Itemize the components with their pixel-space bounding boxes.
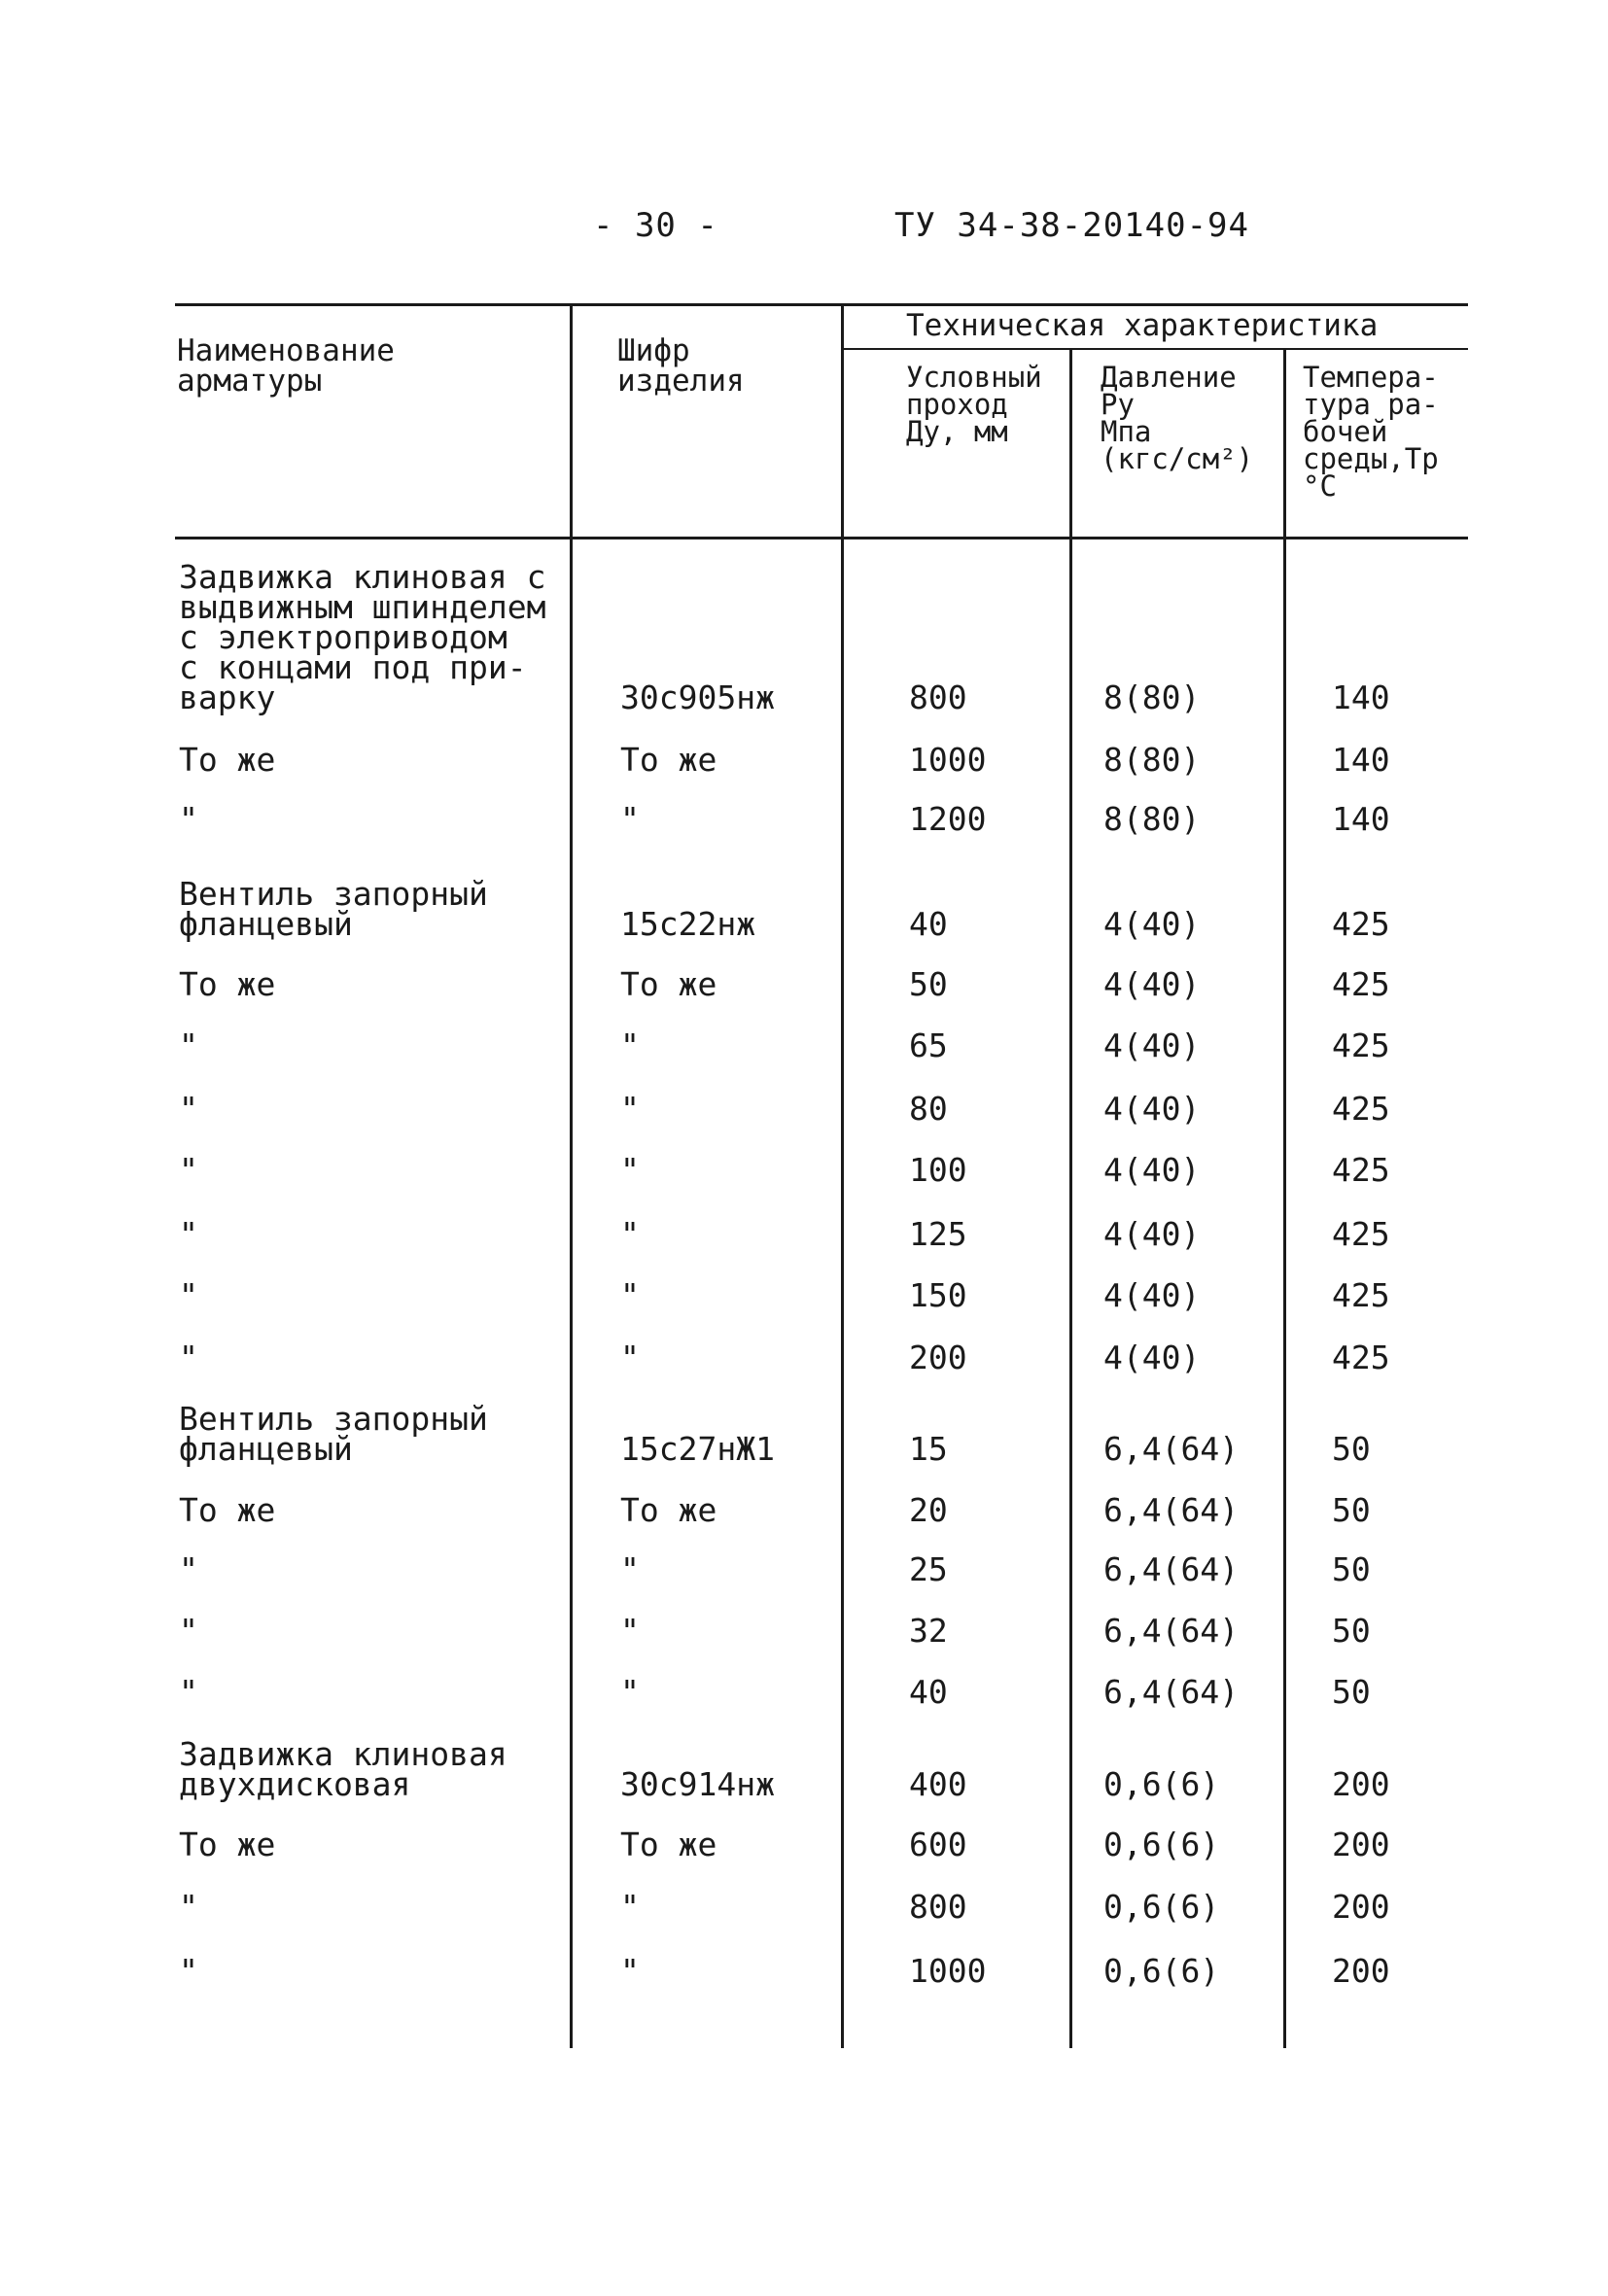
cell-t: 50 bbox=[1332, 1612, 1371, 1650]
cell-dn: 800 bbox=[909, 1888, 967, 1926]
cell-py: 0,6(6) bbox=[1103, 1888, 1220, 1926]
cell-py: 6,4(64) bbox=[1103, 1550, 1240, 1588]
cell-name: " bbox=[179, 1952, 198, 1990]
cell-dn: 800 bbox=[909, 678, 967, 716]
cell-name: " bbox=[179, 1673, 198, 1711]
column-divider-t bbox=[1283, 348, 1286, 2048]
cell-t: 200 bbox=[1332, 1888, 1390, 1926]
cell-t: 140 bbox=[1332, 741, 1390, 779]
header-py: Давление Ру Мпа (кгс/см²) bbox=[1101, 361, 1254, 475]
cell-name: " bbox=[179, 1276, 198, 1314]
column-divider-py bbox=[1069, 348, 1072, 2048]
cell-py: 8(80) bbox=[1103, 741, 1201, 779]
cell-t: 50 bbox=[1332, 1491, 1371, 1529]
cell-t: 425 bbox=[1332, 1090, 1390, 1128]
cell-t: 425 bbox=[1332, 905, 1390, 943]
cell-code: " bbox=[620, 1952, 640, 1990]
cell-dn: 600 bbox=[909, 1826, 967, 1863]
cell-name: " bbox=[179, 1215, 198, 1253]
cell-name: " bbox=[179, 1151, 198, 1189]
cell-name: Задвижка клиновая с выдвижным шпинделем с электроприводом с концами под при- варку bbox=[179, 558, 546, 716]
cell-t: 50 bbox=[1332, 1550, 1371, 1588]
page-header bbox=[593, 206, 1249, 245]
cell-dn: 1200 bbox=[909, 800, 987, 838]
cell-t: 425 bbox=[1332, 1215, 1390, 1253]
cell-name: " bbox=[179, 1612, 198, 1650]
header-name: Наименование арматуры bbox=[177, 333, 395, 399]
cell-py: 4(40) bbox=[1103, 905, 1201, 943]
cell-code: 30с914нж bbox=[620, 1765, 775, 1803]
cell-name: То же bbox=[179, 965, 276, 1003]
cell-code: " bbox=[620, 1339, 640, 1376]
cell-py: 0,6(6) bbox=[1103, 1826, 1220, 1863]
cell-py: 4(40) bbox=[1103, 1090, 1201, 1128]
cell-name: То же bbox=[179, 1826, 276, 1863]
cell-dn: 150 bbox=[909, 1276, 967, 1314]
cell-code: 30с905нж bbox=[620, 678, 775, 716]
cell-dn: 200 bbox=[909, 1339, 967, 1376]
cell-py: 6,4(64) bbox=[1103, 1612, 1240, 1650]
cell-dn: 20 bbox=[909, 1491, 948, 1529]
cell-t: 140 bbox=[1332, 678, 1390, 716]
cell-code: " bbox=[620, 1090, 640, 1128]
cell-py: 4(40) bbox=[1103, 1151, 1201, 1189]
cell-t: 425 bbox=[1332, 1276, 1390, 1314]
cell-dn: 80 bbox=[909, 1090, 948, 1128]
cell-dn: 400 bbox=[909, 1765, 967, 1803]
header-group-technical: Техническая характеристика bbox=[906, 308, 1379, 343]
cell-t: 50 bbox=[1332, 1673, 1371, 1711]
cell-py: 4(40) bbox=[1103, 965, 1201, 1003]
header-code: Шифр изделия bbox=[617, 333, 745, 399]
cell-name: " bbox=[179, 1888, 198, 1926]
cell-py: 4(40) bbox=[1103, 1339, 1201, 1376]
cell-dn: 32 bbox=[909, 1612, 948, 1650]
cell-dn: 1000 bbox=[909, 741, 987, 779]
cell-dn: 125 bbox=[909, 1215, 967, 1253]
cell-name: " bbox=[179, 1550, 198, 1588]
page-number: - 30 - bbox=[593, 206, 718, 245]
cell-t: 425 bbox=[1332, 1026, 1390, 1064]
cell-py: 6,4(64) bbox=[1103, 1491, 1240, 1529]
cell-code: " bbox=[620, 1888, 640, 1926]
cell-py: 6,4(64) bbox=[1103, 1673, 1240, 1711]
cell-t: 425 bbox=[1332, 1339, 1390, 1376]
cell-name: То же bbox=[179, 741, 276, 779]
cell-dn: 65 bbox=[909, 1026, 948, 1064]
cell-py: 0,6(6) bbox=[1103, 1765, 1220, 1803]
cell-t: 200 bbox=[1332, 1826, 1390, 1863]
cell-name: Задвижка клиновая двухдисковая bbox=[179, 1735, 507, 1803]
cell-dn: 25 bbox=[909, 1550, 948, 1588]
cell-dn: 15 bbox=[909, 1430, 948, 1468]
header-bottom-rule bbox=[175, 537, 1468, 539]
cell-code: " bbox=[620, 1151, 640, 1189]
armature-table bbox=[175, 303, 1468, 2048]
cell-name: " bbox=[179, 1090, 198, 1128]
cell-t: 425 bbox=[1332, 965, 1390, 1003]
cell-name: " bbox=[179, 1339, 198, 1376]
cell-name: " bbox=[179, 1026, 198, 1064]
cell-code: 15с27нЖ1 bbox=[620, 1430, 775, 1468]
table-top-rule bbox=[175, 303, 1468, 306]
cell-code: То же bbox=[620, 741, 717, 779]
header-t: Темпера- тура ра- бочей среды,Тр °С bbox=[1303, 361, 1439, 503]
cell-code: " bbox=[620, 1673, 640, 1711]
cell-t: 50 bbox=[1332, 1430, 1371, 1468]
cell-code: 15с22нж bbox=[620, 905, 756, 943]
cell-code: То же bbox=[620, 1826, 717, 1863]
cell-t: 425 bbox=[1332, 1151, 1390, 1189]
column-divider-dn bbox=[841, 303, 844, 2048]
cell-t: 200 bbox=[1332, 1765, 1390, 1803]
cell-dn: 50 bbox=[909, 965, 948, 1003]
document-code: ТУ 34-38-20140-94 bbox=[894, 206, 1249, 245]
cell-code: " bbox=[620, 800, 640, 838]
cell-py: 4(40) bbox=[1103, 1215, 1201, 1253]
group-header-rule bbox=[841, 348, 1468, 350]
cell-py: 8(80) bbox=[1103, 800, 1201, 838]
cell-code: То же bbox=[620, 1491, 717, 1529]
cell-py: 8(80) bbox=[1103, 678, 1201, 716]
header-dn: Условный проход Ду, мм bbox=[906, 361, 1042, 448]
cell-py: 0,6(6) bbox=[1103, 1952, 1220, 1990]
cell-t: 200 bbox=[1332, 1952, 1390, 1990]
cell-name: Вентиль запорный фланцевый bbox=[179, 1400, 488, 1468]
cell-code: " bbox=[620, 1276, 640, 1314]
cell-code: " bbox=[620, 1215, 640, 1253]
cell-code: " bbox=[620, 1026, 640, 1064]
cell-name: То же bbox=[179, 1491, 276, 1529]
cell-py: 4(40) bbox=[1103, 1026, 1201, 1064]
cell-code: " bbox=[620, 1550, 640, 1588]
cell-py: 6,4(64) bbox=[1103, 1430, 1240, 1468]
cell-name: " bbox=[179, 800, 198, 838]
cell-dn: 100 bbox=[909, 1151, 967, 1189]
cell-code: То же bbox=[620, 965, 717, 1003]
cell-dn: 40 bbox=[909, 905, 948, 943]
cell-dn: 40 bbox=[909, 1673, 948, 1711]
cell-name: Вентиль запорный фланцевый bbox=[179, 875, 488, 943]
cell-py: 4(40) bbox=[1103, 1276, 1201, 1314]
cell-code: " bbox=[620, 1612, 640, 1650]
cell-dn: 1000 bbox=[909, 1952, 987, 1990]
column-divider-code bbox=[570, 303, 573, 2048]
cell-t: 140 bbox=[1332, 800, 1390, 838]
